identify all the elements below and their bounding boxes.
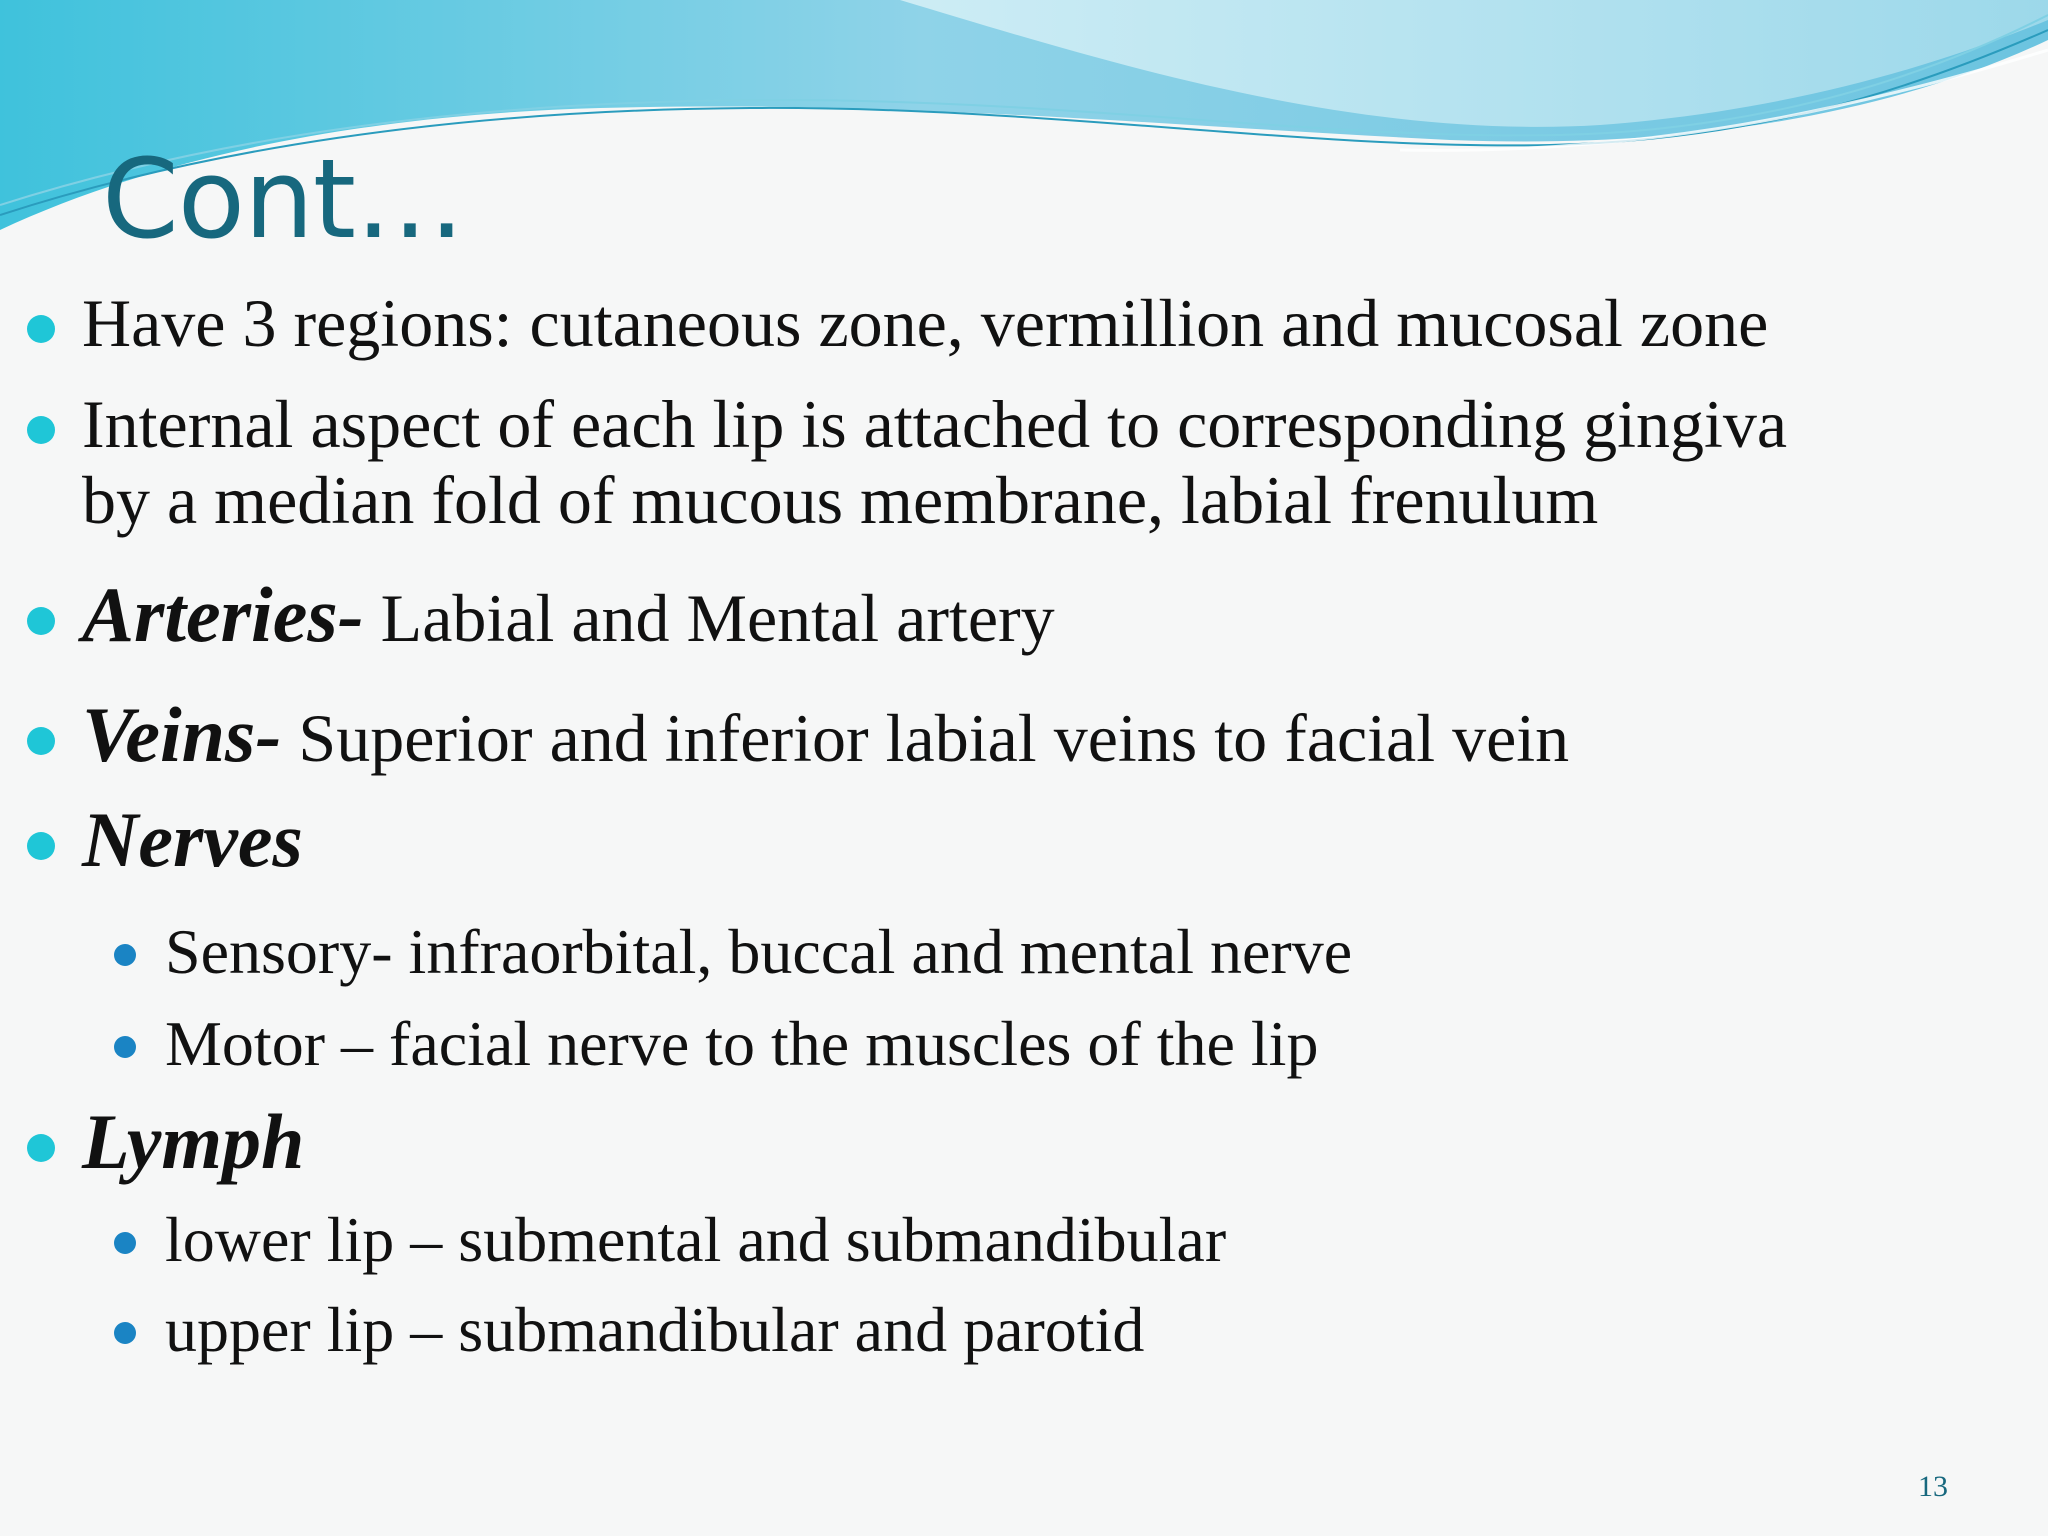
arteries-heading: Arteries- [82, 571, 364, 658]
bullet-internal-aspect-line1: Internal aspect of each lip is attached to corresponding gingiva [82, 386, 1788, 462]
sub-bullet-sensory: Sensory- infraorbital, buccal and mental nerve [165, 914, 1352, 990]
nerves-heading: Nerves [82, 796, 303, 883]
bullet-arteries [82, 571, 1055, 658]
page-number: 13 [1918, 1470, 1948, 1503]
lymph-heading: Lymph [82, 1098, 305, 1185]
bullet-regions-text: Have 3 regions: cutaneous zone, vermillion and mucosal zone [82, 285, 1769, 361]
bullet-internal-aspect-line2: by a median fold of mucous membrane, labial frenulum [82, 462, 1599, 538]
arteries-text: Labial and Mental artery [363, 580, 1055, 656]
sub-bullet-upper-lip: upper lip – submandibular and parotid [165, 1292, 1144, 1368]
bullet-internal-aspect-continuation [82, 460, 1598, 540]
bullet-regions [82, 283, 1768, 363]
bullet-internal-aspect [82, 384, 1787, 464]
sub-bullet-motor: Motor – facial nerve to the muscles of the lip [165, 1006, 1318, 1082]
slide-title: Cont… [102, 135, 464, 263]
bullet-lymph [82, 1098, 305, 1185]
bullet-nerves [82, 796, 303, 883]
veins-text: Superior and inferior labial veins to facial vein [281, 700, 1570, 776]
bullet-veins [82, 691, 1570, 778]
veins-heading: Veins- [82, 691, 282, 778]
sub-bullet-lower-lip: lower lip – submental and submandibular [165, 1202, 1226, 1278]
